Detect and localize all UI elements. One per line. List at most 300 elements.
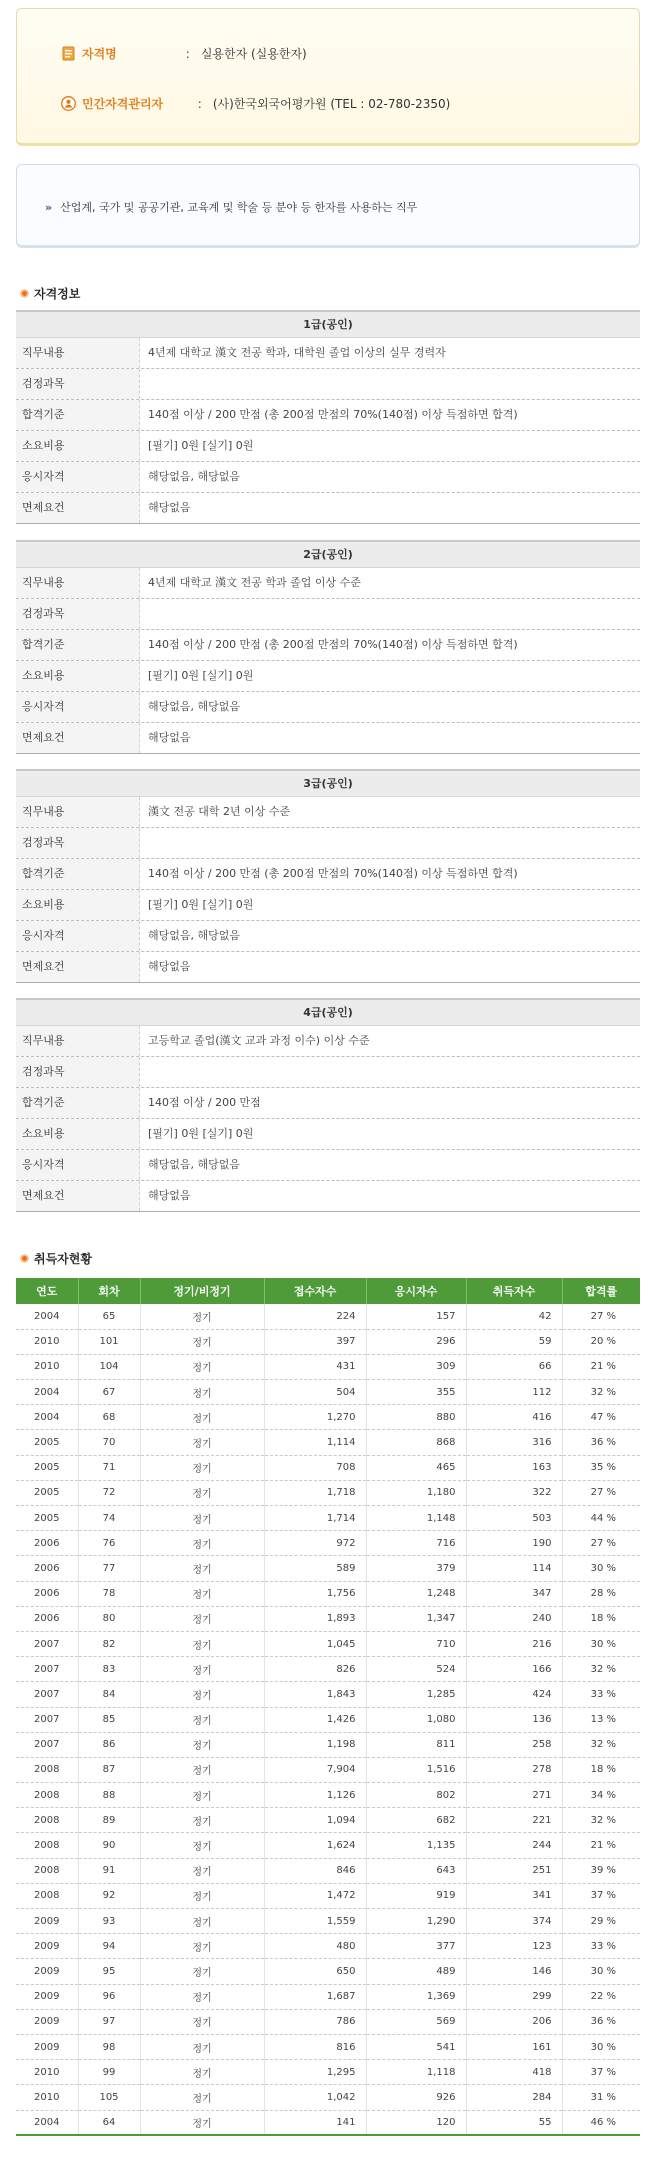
table-cell: 정기 bbox=[140, 1883, 264, 1908]
grade-row bbox=[16, 661, 640, 692]
table-cell: 1,045 bbox=[264, 1631, 366, 1656]
column-header: 응시자수 bbox=[366, 1278, 466, 1304]
table-cell: 30 % bbox=[562, 1631, 640, 1656]
table-cell: 28 % bbox=[562, 1581, 640, 1606]
table-cell: 78 bbox=[78, 1581, 140, 1606]
table-cell: 67 bbox=[78, 1380, 140, 1405]
table-cell: 72 bbox=[78, 1480, 140, 1505]
table-cell: 22 % bbox=[562, 1984, 640, 2009]
table-cell: 1,080 bbox=[366, 1707, 466, 1732]
table-cell: 정기 bbox=[140, 1631, 264, 1656]
table-row bbox=[16, 1506, 640, 1531]
table-cell: 524 bbox=[366, 1657, 466, 1682]
grade-row-label: 응시자격 bbox=[16, 692, 140, 722]
table-cell: 1,369 bbox=[366, 1984, 466, 2009]
table-cell: 정기 bbox=[140, 2009, 264, 2034]
column-header: 회차 bbox=[78, 1278, 140, 1304]
qualification-name-row bbox=[61, 45, 307, 62]
table-cell: 157 bbox=[366, 1304, 466, 1329]
table-cell: 465 bbox=[366, 1455, 466, 1480]
table-row bbox=[16, 1531, 640, 1556]
grade-row-value: 140점 이상 / 200 만점 (총 200점 만점의 70%(140점) 이상 득점하면 합격) bbox=[148, 638, 518, 651]
table-cell: 258 bbox=[466, 1732, 562, 1757]
table-cell: 826 bbox=[264, 1657, 366, 1682]
table-cell: 74 bbox=[78, 1506, 140, 1531]
grade-title: 4급(공인) bbox=[16, 998, 640, 1026]
table-row bbox=[16, 1682, 640, 1707]
manager-value: ： (사)한국외국어평가원 (TEL : 02-780-2350) bbox=[197, 97, 451, 111]
table-cell: 161 bbox=[466, 2034, 562, 2059]
table-cell: 47 % bbox=[562, 1405, 640, 1430]
grade-row-label: 면제요건 bbox=[16, 1181, 140, 1211]
table-cell: 431 bbox=[264, 1354, 366, 1379]
table-cell: 18 % bbox=[562, 1606, 640, 1631]
table-cell: 163 bbox=[466, 1455, 562, 1480]
table-cell: 정기 bbox=[140, 1707, 264, 1732]
table-cell: 296 bbox=[366, 1329, 466, 1354]
grade-row-value bbox=[140, 828, 640, 858]
table-cell: 2007 bbox=[16, 1707, 78, 1732]
table-cell: 정기 bbox=[140, 1732, 264, 1757]
qualification-header-card bbox=[16, 8, 640, 146]
table-row bbox=[16, 1606, 640, 1631]
table-cell: 846 bbox=[264, 1858, 366, 1883]
table-cell: 76 bbox=[78, 1531, 140, 1556]
table-cell: 1,516 bbox=[366, 1757, 466, 1782]
table-body bbox=[16, 1304, 640, 2135]
table-cell: 2004 bbox=[16, 1405, 78, 1430]
table-row bbox=[16, 1657, 640, 1682]
table-row bbox=[16, 1909, 640, 1934]
table-cell: 868 bbox=[366, 1430, 466, 1455]
table-cell: 377 bbox=[366, 1934, 466, 1959]
table-cell: 21 % bbox=[562, 1833, 640, 1858]
table-cell: 86 bbox=[78, 1732, 140, 1757]
person-icon bbox=[61, 96, 76, 111]
table-cell: 2009 bbox=[16, 1959, 78, 1984]
table-cell: 96 bbox=[78, 1984, 140, 2009]
table-cell: 정기 bbox=[140, 1455, 264, 1480]
table-cell: 2006 bbox=[16, 1606, 78, 1631]
grade-row bbox=[16, 431, 640, 462]
table-cell: 91 bbox=[78, 1858, 140, 1883]
table-cell: 2010 bbox=[16, 1354, 78, 1379]
table-row bbox=[16, 1480, 640, 1505]
table-cell: 85 bbox=[78, 1707, 140, 1732]
bullet-icon bbox=[20, 1254, 29, 1263]
table-cell: 541 bbox=[366, 2034, 466, 2059]
table-row bbox=[16, 1455, 640, 1480]
column-header: 합격률 bbox=[562, 1278, 640, 1304]
grade-row-value: 해당없음, 해당없음 bbox=[148, 929, 241, 942]
grade-row bbox=[16, 921, 640, 952]
table-cell: 정기 bbox=[140, 1480, 264, 1505]
grade-row bbox=[16, 338, 640, 369]
table-cell: 65 bbox=[78, 1304, 140, 1329]
table-cell: 244 bbox=[466, 1833, 562, 1858]
table-cell: 87 bbox=[78, 1757, 140, 1782]
table-cell: 정기 bbox=[140, 1682, 264, 1707]
grade-row-value: 4년제 대학교 漢文 전공 학과, 대학원 졸업 이상의 실무 경력자 bbox=[148, 346, 446, 359]
table-row bbox=[16, 1556, 640, 1581]
table-cell: 1,248 bbox=[366, 1581, 466, 1606]
table-cell: 39 % bbox=[562, 1858, 640, 1883]
table-cell: 18 % bbox=[562, 1757, 640, 1782]
grade-row-label: 소요비용 bbox=[16, 661, 140, 691]
table-cell: 정기 bbox=[140, 1556, 264, 1581]
table-cell: 141 bbox=[264, 2110, 366, 2135]
table-cell: 정기 bbox=[140, 1959, 264, 1984]
table-cell: 1,295 bbox=[264, 2060, 366, 2085]
table-cell: 105 bbox=[78, 2085, 140, 2110]
table-cell: 112 bbox=[466, 1380, 562, 1405]
table-cell: 1,687 bbox=[264, 1984, 366, 2009]
table-row bbox=[16, 2060, 640, 2085]
table-cell: 1,714 bbox=[264, 1506, 366, 1531]
table-cell: 32 % bbox=[562, 1732, 640, 1757]
grade-row-value: 漢文 전공 대학 2년 이상 수준 bbox=[148, 805, 291, 818]
table-cell: 2010 bbox=[16, 2060, 78, 2085]
grade-row-label: 직무내용 bbox=[16, 797, 140, 827]
table-cell: 880 bbox=[366, 1405, 466, 1430]
table-cell: 2006 bbox=[16, 1556, 78, 1581]
grade-block bbox=[16, 769, 640, 983]
grade-row-value: 해당없음 bbox=[148, 501, 191, 514]
table-cell: 59 bbox=[466, 1329, 562, 1354]
table-cell: 2009 bbox=[16, 1984, 78, 2009]
table-header-row bbox=[16, 1278, 640, 1304]
grade-row bbox=[16, 568, 640, 599]
grade-row-value: 140점 이상 / 200 만점 (총 200점 만점의 70%(140점) 이상 득점하면 합격) bbox=[148, 867, 518, 880]
table-cell: 251 bbox=[466, 1858, 562, 1883]
grade-row-label: 직무내용 bbox=[16, 568, 140, 598]
grade-title: 1급(공인) bbox=[16, 310, 640, 338]
table-row bbox=[16, 1329, 640, 1354]
grade-row bbox=[16, 630, 640, 661]
grade-row-value: 해당없음, 해당없음 bbox=[148, 1158, 241, 1171]
grade-title: 2급(공인) bbox=[16, 540, 640, 568]
grade-row-label: 검정과목 bbox=[16, 369, 140, 399]
table-cell: 2008 bbox=[16, 1808, 78, 1833]
table-cell: 489 bbox=[366, 1959, 466, 1984]
table-cell: 2004 bbox=[16, 2110, 78, 2135]
table-cell: 114 bbox=[466, 1556, 562, 1581]
table-cell: 2008 bbox=[16, 1858, 78, 1883]
table-cell: 1,270 bbox=[264, 1405, 366, 1430]
column-header: 접수자수 bbox=[264, 1278, 366, 1304]
table-cell: 정기 bbox=[140, 1909, 264, 1934]
table-cell: 93 bbox=[78, 1909, 140, 1934]
table-cell: 정기 bbox=[140, 1354, 264, 1379]
table-cell: 1,472 bbox=[264, 1883, 366, 1908]
table-cell: 2008 bbox=[16, 1783, 78, 1808]
table-cell: 802 bbox=[366, 1783, 466, 1808]
table-cell: 480 bbox=[264, 1934, 366, 1959]
grade-row bbox=[16, 797, 640, 828]
table-cell: 66 bbox=[466, 1354, 562, 1379]
table-cell: 2005 bbox=[16, 1430, 78, 1455]
table-cell: 2009 bbox=[16, 1909, 78, 1934]
grade-row-label: 면제요건 bbox=[16, 493, 140, 523]
column-header: 정기/비정기 bbox=[140, 1278, 264, 1304]
qualification-name-label: 자격명 bbox=[82, 47, 117, 61]
grade-row bbox=[16, 952, 640, 983]
table-cell: 1,118 bbox=[366, 2060, 466, 2085]
table-cell: 2009 bbox=[16, 2034, 78, 2059]
table-row bbox=[16, 1808, 640, 1833]
table-cell: 271 bbox=[466, 1783, 562, 1808]
grade-row-label: 응시자격 bbox=[16, 462, 140, 492]
table-cell: 2004 bbox=[16, 1304, 78, 1329]
table-cell: 2007 bbox=[16, 1631, 78, 1656]
table-cell: 정기 bbox=[140, 2110, 264, 2135]
grade-row-label: 응시자격 bbox=[16, 921, 140, 951]
table-cell: 77 bbox=[78, 1556, 140, 1581]
grade-row-label: 합격기준 bbox=[16, 859, 140, 889]
grade-row bbox=[16, 599, 640, 630]
table-cell: 32 % bbox=[562, 1657, 640, 1682]
grade-row bbox=[16, 723, 640, 754]
table-cell: 1,148 bbox=[366, 1506, 466, 1531]
table-cell: 82 bbox=[78, 1631, 140, 1656]
table-cell: 2007 bbox=[16, 1682, 78, 1707]
table-cell: 37 % bbox=[562, 1883, 640, 1908]
table-cell: 42 bbox=[466, 1304, 562, 1329]
grade-row-label: 검정과목 bbox=[16, 599, 140, 629]
table-cell: 88 bbox=[78, 1783, 140, 1808]
table-cell: 33 % bbox=[562, 1934, 640, 1959]
table-cell: 504 bbox=[264, 1380, 366, 1405]
grade-row-label: 직무내용 bbox=[16, 338, 140, 368]
table-cell: 90 bbox=[78, 1833, 140, 1858]
grade-row bbox=[16, 400, 640, 431]
table-cell: 101 bbox=[78, 1329, 140, 1354]
grade-block bbox=[16, 310, 640, 524]
table-cell: 정기 bbox=[140, 1430, 264, 1455]
table-cell: 972 bbox=[264, 1531, 366, 1556]
grade-row bbox=[16, 692, 640, 723]
table-cell: 397 bbox=[264, 1329, 366, 1354]
table-cell: 97 bbox=[78, 2009, 140, 2034]
table-cell: 정기 bbox=[140, 1506, 264, 1531]
table-cell: 27 % bbox=[562, 1531, 640, 1556]
table-cell: 322 bbox=[466, 1480, 562, 1505]
table-cell: 정기 bbox=[140, 1858, 264, 1883]
table-cell: 374 bbox=[466, 1909, 562, 1934]
table-cell: 정기 bbox=[140, 2034, 264, 2059]
table-cell: 95 bbox=[78, 1959, 140, 1984]
table-cell: 32 % bbox=[562, 1808, 640, 1833]
grade-row-value: 해당없음, 해당없음 bbox=[148, 470, 241, 483]
table-cell: 643 bbox=[366, 1858, 466, 1883]
table-row bbox=[16, 2110, 640, 2135]
grade-block bbox=[16, 540, 640, 754]
grade-row-label: 응시자격 bbox=[16, 1150, 140, 1180]
table-cell: 347 bbox=[466, 1581, 562, 1606]
section-title-stats: 취득자현황 bbox=[20, 1250, 92, 1267]
column-header: 연도 bbox=[16, 1278, 78, 1304]
table-cell: 1,347 bbox=[366, 1606, 466, 1631]
table-cell: 1,559 bbox=[264, 1909, 366, 1934]
table-cell: 1,126 bbox=[264, 1783, 366, 1808]
table-row bbox=[16, 1757, 640, 1782]
table-cell: 1,285 bbox=[366, 1682, 466, 1707]
document-icon bbox=[61, 46, 76, 61]
table-cell: 정기 bbox=[140, 1606, 264, 1631]
table-cell: 1,624 bbox=[264, 1833, 366, 1858]
table-cell: 682 bbox=[366, 1808, 466, 1833]
table-cell: 341 bbox=[466, 1883, 562, 1908]
table-cell: 716 bbox=[366, 1531, 466, 1556]
table-cell: 37 % bbox=[562, 2060, 640, 2085]
grade-row-value bbox=[140, 369, 640, 399]
grade-row-value: 해당없음 bbox=[148, 960, 191, 973]
table-row bbox=[16, 2009, 640, 2034]
grade-title: 3급(공인) bbox=[16, 769, 640, 797]
table-row bbox=[16, 1732, 640, 1757]
grade-row bbox=[16, 1150, 640, 1181]
table-cell: 정기 bbox=[140, 1304, 264, 1329]
table-cell: 정기 bbox=[140, 1783, 264, 1808]
table-cell: 2009 bbox=[16, 1934, 78, 1959]
table-cell: 92 bbox=[78, 1883, 140, 1908]
table-cell: 240 bbox=[466, 1606, 562, 1631]
table-cell: 2005 bbox=[16, 1506, 78, 1531]
table-cell: 418 bbox=[466, 2060, 562, 2085]
table-cell: 1,893 bbox=[264, 1606, 366, 1631]
grade-row-value: 140점 이상 / 200 만점 (총 200점 만점의 70%(140점) 이상 득점하면 합격) bbox=[148, 408, 518, 421]
table-cell: 146 bbox=[466, 1959, 562, 1984]
table-cell: 정기 bbox=[140, 1657, 264, 1682]
table-cell: 2005 bbox=[16, 1455, 78, 1480]
table-cell: 29 % bbox=[562, 1909, 640, 1934]
table-row bbox=[16, 1707, 640, 1732]
table-cell: 1,042 bbox=[264, 2085, 366, 2110]
table-cell: 98 bbox=[78, 2034, 140, 2059]
grade-row-value: 해당없음 bbox=[148, 731, 191, 744]
table-cell: 1,756 bbox=[264, 1581, 366, 1606]
table-row bbox=[16, 1934, 640, 1959]
table-cell: 569 bbox=[366, 2009, 466, 2034]
table-cell: 71 bbox=[78, 1455, 140, 1480]
double-chevron-icon: » bbox=[45, 201, 53, 214]
table-cell: 36 % bbox=[562, 1430, 640, 1455]
job-description-card bbox=[16, 164, 640, 248]
table-cell: 46 % bbox=[562, 2110, 640, 2135]
table-cell: 284 bbox=[466, 2085, 562, 2110]
table-cell: 정기 bbox=[140, 2085, 264, 2110]
table-cell: 33 % bbox=[562, 1682, 640, 1707]
table-cell: 355 bbox=[366, 1380, 466, 1405]
grade-row-value: [필기] 0원 [실기] 0원 bbox=[148, 439, 254, 452]
grade-row-value bbox=[140, 1057, 640, 1087]
table-cell: 55 bbox=[466, 2110, 562, 2135]
table-cell: 정기 bbox=[140, 1581, 264, 1606]
grade-row bbox=[16, 493, 640, 524]
grade-row bbox=[16, 1181, 640, 1212]
table-cell: 2007 bbox=[16, 1732, 78, 1757]
table-cell: 2008 bbox=[16, 1757, 78, 1782]
grade-row-label: 소요비용 bbox=[16, 1119, 140, 1149]
grade-row-label: 직무내용 bbox=[16, 1026, 140, 1056]
grade-row-value: [필기] 0원 [실기] 0원 bbox=[148, 898, 254, 911]
table-cell: 1,843 bbox=[264, 1682, 366, 1707]
grade-row-label: 합격기준 bbox=[16, 630, 140, 660]
table-cell: 166 bbox=[466, 1657, 562, 1682]
table-cell: 정기 bbox=[140, 2060, 264, 2085]
table-cell: 1,094 bbox=[264, 1808, 366, 1833]
grade-row bbox=[16, 369, 640, 400]
table-cell: 정기 bbox=[140, 1757, 264, 1782]
column-header: 취득자수 bbox=[466, 1278, 562, 1304]
table-cell: 1,135 bbox=[366, 1833, 466, 1858]
table-cell: 31 % bbox=[562, 2085, 640, 2110]
grade-row-value: 해당없음, 해당없음 bbox=[148, 700, 241, 713]
acquisition-stats-table bbox=[16, 1278, 640, 2136]
table-cell: 224 bbox=[264, 1304, 366, 1329]
table-cell: 27 % bbox=[562, 1304, 640, 1329]
table-row bbox=[16, 2034, 640, 2059]
grade-row-label: 소요비용 bbox=[16, 431, 140, 461]
grade-row bbox=[16, 890, 640, 921]
grade-row-value bbox=[140, 599, 640, 629]
table-row bbox=[16, 1354, 640, 1379]
table-row bbox=[16, 1380, 640, 1405]
table-cell: 104 bbox=[78, 1354, 140, 1379]
table-cell: 278 bbox=[466, 1757, 562, 1782]
grade-row-label: 소요비용 bbox=[16, 890, 140, 920]
table-cell: 정기 bbox=[140, 1531, 264, 1556]
table-cell: 650 bbox=[264, 1959, 366, 1984]
table-cell: 32 % bbox=[562, 1380, 640, 1405]
grade-row bbox=[16, 1119, 640, 1150]
table-cell: 2008 bbox=[16, 1833, 78, 1858]
table-cell: 2008 bbox=[16, 1883, 78, 1908]
table-cell: 216 bbox=[466, 1631, 562, 1656]
table-cell: 정기 bbox=[140, 1833, 264, 1858]
grade-row-value: [필기] 0원 [실기] 0원 bbox=[148, 669, 254, 682]
job-description-text: 산업계, 국가 및 공공기관, 교육계 및 학술 등 분야 등 한자를 사용하는 직무 bbox=[60, 201, 418, 214]
table-row bbox=[16, 1984, 640, 2009]
table-cell: 710 bbox=[366, 1631, 466, 1656]
table-cell: 정기 bbox=[140, 1984, 264, 2009]
table-cell: 2010 bbox=[16, 1329, 78, 1354]
table-cell: 7,904 bbox=[264, 1757, 366, 1782]
table-cell: 30 % bbox=[562, 1959, 640, 1984]
table-cell: 정기 bbox=[140, 1405, 264, 1430]
table-cell: 2009 bbox=[16, 2009, 78, 2034]
section-title-info: 자격정보 bbox=[20, 285, 80, 302]
manager-label: 민간자격관리자 bbox=[82, 97, 164, 111]
table-cell: 309 bbox=[366, 1354, 466, 1379]
table-cell: 84 bbox=[78, 1682, 140, 1707]
table-cell: 2004 bbox=[16, 1380, 78, 1405]
table-cell: 정기 bbox=[140, 1934, 264, 1959]
table-cell: 379 bbox=[366, 1556, 466, 1581]
table-cell: 34 % bbox=[562, 1783, 640, 1808]
table-cell: 120 bbox=[366, 2110, 466, 2135]
table-cell: 70 bbox=[78, 1430, 140, 1455]
table-cell: 44 % bbox=[562, 1506, 640, 1531]
grade-row-value: 140점 이상 / 200 만점 bbox=[148, 1096, 261, 1109]
table-row bbox=[16, 1783, 640, 1808]
grade-row-value: 고등학교 졸업(漢文 교과 과정 이수) 이상 수준 bbox=[148, 1034, 370, 1047]
table-cell: 30 % bbox=[562, 1556, 640, 1581]
table-cell: 99 bbox=[78, 2060, 140, 2085]
table-cell: 36 % bbox=[562, 2009, 640, 2034]
grade-row-label: 면제요건 bbox=[16, 952, 140, 982]
table-cell: 2006 bbox=[16, 1531, 78, 1556]
